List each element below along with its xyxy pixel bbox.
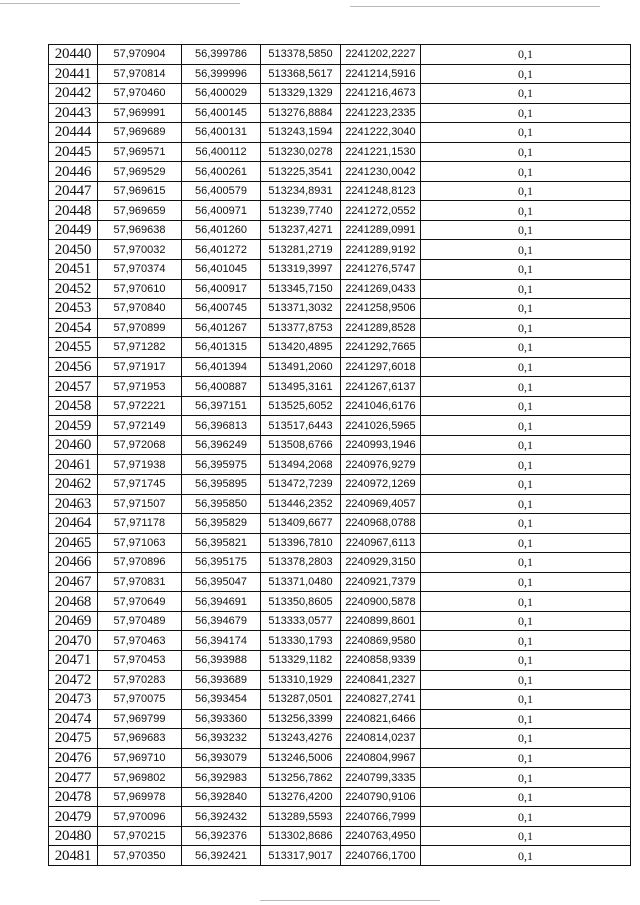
x-coordinate-cell: 513230,0278	[261, 142, 341, 162]
y-coordinate-cell: 2241248,8123	[341, 181, 421, 201]
longitude-cell: 56,397151	[182, 396, 261, 416]
longitude-cell: 56,401260	[182, 220, 261, 240]
top-scan-line-left	[0, 3, 240, 4]
y-coordinate-cell: 2241292,7665	[341, 338, 421, 358]
longitude-cell: 56,392421	[182, 846, 261, 866]
table-row	[49, 357, 631, 377]
point-number-cell: 20442	[49, 84, 98, 104]
accuracy-cell: 0,1	[421, 533, 631, 553]
table-row	[49, 572, 631, 592]
longitude-cell: 56,392840	[182, 787, 261, 807]
x-coordinate-cell: 513239,7740	[261, 201, 341, 221]
latitude-cell: 57,969802	[98, 768, 182, 788]
bottom-scan-line	[260, 900, 440, 901]
x-coordinate-cell: 513472,7239	[261, 475, 341, 495]
y-coordinate-cell: 2240993,1946	[341, 435, 421, 455]
longitude-cell: 56,393079	[182, 748, 261, 768]
latitude-cell: 57,971178	[98, 514, 182, 534]
y-coordinate-cell: 2240827,2741	[341, 690, 421, 710]
longitude-cell: 56,393689	[182, 670, 261, 690]
longitude-cell: 56,400261	[182, 162, 261, 182]
y-coordinate-cell: 2240804,9967	[341, 748, 421, 768]
accuracy-cell: 0,1	[421, 846, 631, 866]
y-coordinate-cell: 2240766,7999	[341, 807, 421, 827]
table-row	[49, 611, 631, 631]
x-coordinate-cell: 513378,2803	[261, 553, 341, 573]
latitude-cell: 57,970453	[98, 650, 182, 670]
table-row	[49, 279, 631, 299]
x-coordinate-cell: 513317,9017	[261, 846, 341, 866]
accuracy-cell: 0,1	[421, 84, 631, 104]
y-coordinate-cell: 2240790,9106	[341, 787, 421, 807]
point-number-cell: 20467	[49, 572, 98, 592]
latitude-cell: 57,970610	[98, 279, 182, 299]
x-coordinate-cell: 513525,6052	[261, 396, 341, 416]
y-coordinate-cell: 2240921,7379	[341, 572, 421, 592]
x-coordinate-cell: 513310,1929	[261, 670, 341, 690]
y-coordinate-cell: 2240900,5878	[341, 592, 421, 612]
table-row	[49, 162, 631, 182]
y-coordinate-cell: 2241046,6176	[341, 396, 421, 416]
x-coordinate-cell: 513237,4271	[261, 220, 341, 240]
y-coordinate-cell: 2240969,4057	[341, 494, 421, 514]
longitude-cell: 56,401272	[182, 240, 261, 260]
table-row	[49, 807, 631, 827]
latitude-cell: 57,969991	[98, 103, 182, 123]
table-row	[49, 553, 631, 573]
point-number-cell: 20452	[49, 279, 98, 299]
longitude-cell: 56,400579	[182, 181, 261, 201]
y-coordinate-cell: 2241216,4673	[341, 84, 421, 104]
longitude-cell: 56,392432	[182, 807, 261, 827]
table-row	[49, 338, 631, 358]
coordinates-table-body	[49, 45, 631, 866]
longitude-cell: 56,396249	[182, 435, 261, 455]
y-coordinate-cell: 2240766,1700	[341, 846, 421, 866]
latitude-cell: 57,970814	[98, 64, 182, 84]
point-number-cell: 20456	[49, 357, 98, 377]
latitude-cell: 57,971507	[98, 494, 182, 514]
table-row	[49, 299, 631, 319]
y-coordinate-cell: 2241297,6018	[341, 357, 421, 377]
latitude-cell: 57,970075	[98, 690, 182, 710]
x-coordinate-cell: 513377,8753	[261, 318, 341, 338]
x-coordinate-cell: 513491,2060	[261, 357, 341, 377]
point-number-cell: 20479	[49, 807, 98, 827]
accuracy-cell: 0,1	[421, 396, 631, 416]
latitude-cell: 57,972221	[98, 396, 182, 416]
table-row	[49, 435, 631, 455]
longitude-cell: 56,395821	[182, 533, 261, 553]
point-number-cell: 20458	[49, 396, 98, 416]
point-number-cell: 20480	[49, 826, 98, 846]
table-row	[49, 533, 631, 553]
x-coordinate-cell: 513396,7810	[261, 533, 341, 553]
y-coordinate-cell: 2241222,3040	[341, 123, 421, 143]
x-coordinate-cell: 513446,2352	[261, 494, 341, 514]
y-coordinate-cell: 2240799,3335	[341, 768, 421, 788]
accuracy-cell: 0,1	[421, 748, 631, 768]
longitude-cell: 56,394691	[182, 592, 261, 612]
x-coordinate-cell: 513350,8605	[261, 592, 341, 612]
accuracy-cell: 0,1	[421, 181, 631, 201]
latitude-cell: 57,969689	[98, 123, 182, 143]
latitude-cell: 57,969638	[98, 220, 182, 240]
point-number-cell: 20464	[49, 514, 98, 534]
latitude-cell: 57,970460	[98, 84, 182, 104]
x-coordinate-cell: 513494,2068	[261, 455, 341, 475]
accuracy-cell: 0,1	[421, 494, 631, 514]
latitude-cell: 57,971917	[98, 357, 182, 377]
table-row	[49, 650, 631, 670]
latitude-cell: 57,970096	[98, 807, 182, 827]
latitude-cell: 57,972068	[98, 435, 182, 455]
table-row	[49, 514, 631, 534]
table-row	[49, 592, 631, 612]
table-row	[49, 846, 631, 866]
point-number-cell: 20465	[49, 533, 98, 553]
y-coordinate-cell: 2241223,2335	[341, 103, 421, 123]
y-coordinate-cell: 2241272,0552	[341, 201, 421, 221]
x-coordinate-cell: 513371,3032	[261, 299, 341, 319]
point-number-cell: 20443	[49, 103, 98, 123]
accuracy-cell: 0,1	[421, 299, 631, 319]
x-coordinate-cell: 513276,8884	[261, 103, 341, 123]
table-row	[49, 631, 631, 651]
point-number-cell: 20440	[49, 45, 98, 65]
latitude-cell: 57,969615	[98, 181, 182, 201]
accuracy-cell: 0,1	[421, 45, 631, 65]
y-coordinate-cell: 2240858,9339	[341, 650, 421, 670]
y-coordinate-cell: 2240972,1269	[341, 475, 421, 495]
latitude-cell: 57,970489	[98, 611, 182, 631]
y-coordinate-cell: 2240841,2327	[341, 670, 421, 690]
point-number-cell: 20474	[49, 709, 98, 729]
table-row	[49, 201, 631, 221]
x-coordinate-cell: 513287,0501	[261, 690, 341, 710]
y-coordinate-cell: 2241221,1530	[341, 142, 421, 162]
latitude-cell: 57,971745	[98, 475, 182, 495]
accuracy-cell: 0,1	[421, 690, 631, 710]
table-row	[49, 377, 631, 397]
accuracy-cell: 0,1	[421, 709, 631, 729]
longitude-cell: 56,400145	[182, 103, 261, 123]
accuracy-cell: 0,1	[421, 553, 631, 573]
y-coordinate-cell: 2240967,6113	[341, 533, 421, 553]
longitude-cell: 56,395850	[182, 494, 261, 514]
latitude-cell: 57,969659	[98, 201, 182, 221]
accuracy-cell: 0,1	[421, 220, 631, 240]
x-coordinate-cell: 513243,4276	[261, 729, 341, 749]
longitude-cell: 56,401315	[182, 338, 261, 358]
accuracy-cell: 0,1	[421, 455, 631, 475]
x-coordinate-cell: 513368,5617	[261, 64, 341, 84]
point-number-cell: 20451	[49, 260, 98, 280]
table-row	[49, 318, 631, 338]
table-row	[49, 396, 631, 416]
latitude-cell: 57,970463	[98, 631, 182, 651]
latitude-cell: 57,970215	[98, 826, 182, 846]
longitude-cell: 56,394679	[182, 611, 261, 631]
accuracy-cell: 0,1	[421, 260, 631, 280]
table-row	[49, 709, 631, 729]
latitude-cell: 57,970904	[98, 45, 182, 65]
accuracy-cell: 0,1	[421, 240, 631, 260]
table-row	[49, 181, 631, 201]
point-number-cell: 20454	[49, 318, 98, 338]
table-row	[49, 826, 631, 846]
accuracy-cell: 0,1	[421, 592, 631, 612]
longitude-cell: 56,394174	[182, 631, 261, 651]
point-number-cell: 20455	[49, 338, 98, 358]
latitude-cell: 57,971063	[98, 533, 182, 553]
x-coordinate-cell: 513246,5006	[261, 748, 341, 768]
accuracy-cell: 0,1	[421, 416, 631, 436]
latitude-cell: 57,970896	[98, 553, 182, 573]
longitude-cell: 56,393454	[182, 690, 261, 710]
longitude-cell: 56,400887	[182, 377, 261, 397]
accuracy-cell: 0,1	[421, 162, 631, 182]
x-coordinate-cell: 513371,0480	[261, 572, 341, 592]
accuracy-cell: 0,1	[421, 768, 631, 788]
point-number-cell: 20481	[49, 846, 98, 866]
point-number-cell: 20471	[49, 650, 98, 670]
table-row	[49, 748, 631, 768]
latitude-cell: 57,972149	[98, 416, 182, 436]
latitude-cell: 57,971938	[98, 455, 182, 475]
latitude-cell: 57,969799	[98, 709, 182, 729]
latitude-cell: 57,970840	[98, 299, 182, 319]
latitude-cell: 57,971953	[98, 377, 182, 397]
coordinates-table	[48, 44, 631, 866]
accuracy-cell: 0,1	[421, 650, 631, 670]
longitude-cell: 56,393232	[182, 729, 261, 749]
x-coordinate-cell: 513329,1182	[261, 650, 341, 670]
point-number-cell: 20453	[49, 299, 98, 319]
accuracy-cell: 0,1	[421, 631, 631, 651]
table-row	[49, 64, 631, 84]
x-coordinate-cell: 513243,1594	[261, 123, 341, 143]
table-row	[49, 787, 631, 807]
x-coordinate-cell: 513517,6443	[261, 416, 341, 436]
longitude-cell: 56,395975	[182, 455, 261, 475]
accuracy-cell: 0,1	[421, 807, 631, 827]
accuracy-cell: 0,1	[421, 377, 631, 397]
latitude-cell: 57,969710	[98, 748, 182, 768]
x-coordinate-cell: 513329,1329	[261, 84, 341, 104]
x-coordinate-cell: 513378,5850	[261, 45, 341, 65]
table-row	[49, 455, 631, 475]
table-row	[49, 475, 631, 495]
accuracy-cell: 0,1	[421, 103, 631, 123]
latitude-cell: 57,970649	[98, 592, 182, 612]
point-number-cell: 20470	[49, 631, 98, 651]
x-coordinate-cell: 513345,7150	[261, 279, 341, 299]
accuracy-cell: 0,1	[421, 357, 631, 377]
point-number-cell: 20477	[49, 768, 98, 788]
longitude-cell: 56,399996	[182, 64, 261, 84]
point-number-cell: 20441	[49, 64, 98, 84]
point-number-cell: 20462	[49, 475, 98, 495]
accuracy-cell: 0,1	[421, 279, 631, 299]
y-coordinate-cell: 2240899,8601	[341, 611, 421, 631]
x-coordinate-cell: 513495,3161	[261, 377, 341, 397]
x-coordinate-cell: 513420,4895	[261, 338, 341, 358]
point-number-cell: 20468	[49, 592, 98, 612]
table-row	[49, 690, 631, 710]
y-coordinate-cell: 2240869,9580	[341, 631, 421, 651]
x-coordinate-cell: 513333,0577	[261, 611, 341, 631]
table-row	[49, 670, 631, 690]
table-row	[49, 494, 631, 514]
point-number-cell: 20445	[49, 142, 98, 162]
table-row	[49, 220, 631, 240]
longitude-cell: 56,395175	[182, 553, 261, 573]
latitude-cell: 57,970831	[98, 572, 182, 592]
table-row	[49, 416, 631, 436]
table-row	[49, 260, 631, 280]
x-coordinate-cell: 513256,7862	[261, 768, 341, 788]
accuracy-cell: 0,1	[421, 123, 631, 143]
accuracy-cell: 0,1	[421, 572, 631, 592]
point-number-cell: 20472	[49, 670, 98, 690]
x-coordinate-cell: 513289,5593	[261, 807, 341, 827]
x-coordinate-cell: 513225,3541	[261, 162, 341, 182]
point-number-cell: 20461	[49, 455, 98, 475]
longitude-cell: 56,400112	[182, 142, 261, 162]
x-coordinate-cell: 513276,4200	[261, 787, 341, 807]
longitude-cell: 56,400917	[182, 279, 261, 299]
longitude-cell: 56,401267	[182, 318, 261, 338]
y-coordinate-cell: 2240976,9279	[341, 455, 421, 475]
point-number-cell: 20450	[49, 240, 98, 260]
latitude-cell: 57,970283	[98, 670, 182, 690]
longitude-cell: 56,395895	[182, 475, 261, 495]
longitude-cell: 56,393988	[182, 650, 261, 670]
table-row	[49, 768, 631, 788]
accuracy-cell: 0,1	[421, 435, 631, 455]
longitude-cell: 56,395829	[182, 514, 261, 534]
longitude-cell: 56,400745	[182, 299, 261, 319]
longitude-cell: 56,395047	[182, 572, 261, 592]
y-coordinate-cell: 2241289,9192	[341, 240, 421, 260]
point-number-cell: 20448	[49, 201, 98, 221]
point-number-cell: 20476	[49, 748, 98, 768]
point-number-cell: 20446	[49, 162, 98, 182]
accuracy-cell: 0,1	[421, 201, 631, 221]
longitude-cell: 56,399786	[182, 45, 261, 65]
accuracy-cell: 0,1	[421, 670, 631, 690]
y-coordinate-cell: 2241269,0433	[341, 279, 421, 299]
accuracy-cell: 0,1	[421, 514, 631, 534]
table-row	[49, 84, 631, 104]
accuracy-cell: 0,1	[421, 787, 631, 807]
latitude-cell: 57,969529	[98, 162, 182, 182]
y-coordinate-cell: 2241289,8528	[341, 318, 421, 338]
y-coordinate-cell: 2241214,5916	[341, 64, 421, 84]
table-row	[49, 45, 631, 65]
point-number-cell: 20447	[49, 181, 98, 201]
point-number-cell: 20469	[49, 611, 98, 631]
point-number-cell: 20459	[49, 416, 98, 436]
longitude-cell: 56,400971	[182, 201, 261, 221]
accuracy-cell: 0,1	[421, 826, 631, 846]
latitude-cell: 57,969978	[98, 787, 182, 807]
x-coordinate-cell: 513302,8686	[261, 826, 341, 846]
x-coordinate-cell: 513508,6766	[261, 435, 341, 455]
latitude-cell: 57,969683	[98, 729, 182, 749]
accuracy-cell: 0,1	[421, 64, 631, 84]
longitude-cell: 56,393360	[182, 709, 261, 729]
point-number-cell: 20449	[49, 220, 98, 240]
table-row	[49, 123, 631, 143]
y-coordinate-cell: 2241276,5747	[341, 260, 421, 280]
accuracy-cell: 0,1	[421, 729, 631, 749]
x-coordinate-cell: 513234,8931	[261, 181, 341, 201]
y-coordinate-cell: 2241230,0042	[341, 162, 421, 182]
y-coordinate-cell: 2240929,3150	[341, 553, 421, 573]
latitude-cell: 57,970374	[98, 260, 182, 280]
point-number-cell: 20460	[49, 435, 98, 455]
y-coordinate-cell: 2241267,6137	[341, 377, 421, 397]
latitude-cell: 57,970032	[98, 240, 182, 260]
point-number-cell: 20457	[49, 377, 98, 397]
longitude-cell: 56,401045	[182, 260, 261, 280]
x-coordinate-cell: 513256,3399	[261, 709, 341, 729]
accuracy-cell: 0,1	[421, 142, 631, 162]
longitude-cell: 56,400029	[182, 84, 261, 104]
longitude-cell: 56,401394	[182, 357, 261, 377]
latitude-cell: 57,970350	[98, 846, 182, 866]
top-scan-line-right	[350, 6, 600, 7]
y-coordinate-cell: 2240814,0237	[341, 729, 421, 749]
longitude-cell: 56,392376	[182, 826, 261, 846]
y-coordinate-cell: 2241258,9506	[341, 299, 421, 319]
point-number-cell: 20478	[49, 787, 98, 807]
longitude-cell: 56,396813	[182, 416, 261, 436]
table-row	[49, 240, 631, 260]
x-coordinate-cell: 513409,6677	[261, 514, 341, 534]
accuracy-cell: 0,1	[421, 338, 631, 358]
point-number-cell: 20463	[49, 494, 98, 514]
longitude-cell: 56,392983	[182, 768, 261, 788]
accuracy-cell: 0,1	[421, 611, 631, 631]
x-coordinate-cell: 513330,1793	[261, 631, 341, 651]
point-number-cell: 20466	[49, 553, 98, 573]
accuracy-cell: 0,1	[421, 475, 631, 495]
y-coordinate-cell: 2241202,2227	[341, 45, 421, 65]
latitude-cell: 57,969571	[98, 142, 182, 162]
point-number-cell: 20475	[49, 729, 98, 749]
table-row	[49, 729, 631, 749]
x-coordinate-cell: 513281,2719	[261, 240, 341, 260]
table-row	[49, 103, 631, 123]
x-coordinate-cell: 513319,3997	[261, 260, 341, 280]
y-coordinate-cell: 2240763,4950	[341, 826, 421, 846]
point-number-cell: 20473	[49, 690, 98, 710]
y-coordinate-cell: 2240968,0788	[341, 514, 421, 534]
y-coordinate-cell: 2241026,5965	[341, 416, 421, 436]
y-coordinate-cell: 2240821,6466	[341, 709, 421, 729]
latitude-cell: 57,971282	[98, 338, 182, 358]
point-number-cell: 20444	[49, 123, 98, 143]
y-coordinate-cell: 2241289,0991	[341, 220, 421, 240]
latitude-cell: 57,970899	[98, 318, 182, 338]
table-row	[49, 142, 631, 162]
longitude-cell: 56,400131	[182, 123, 261, 143]
accuracy-cell: 0,1	[421, 318, 631, 338]
